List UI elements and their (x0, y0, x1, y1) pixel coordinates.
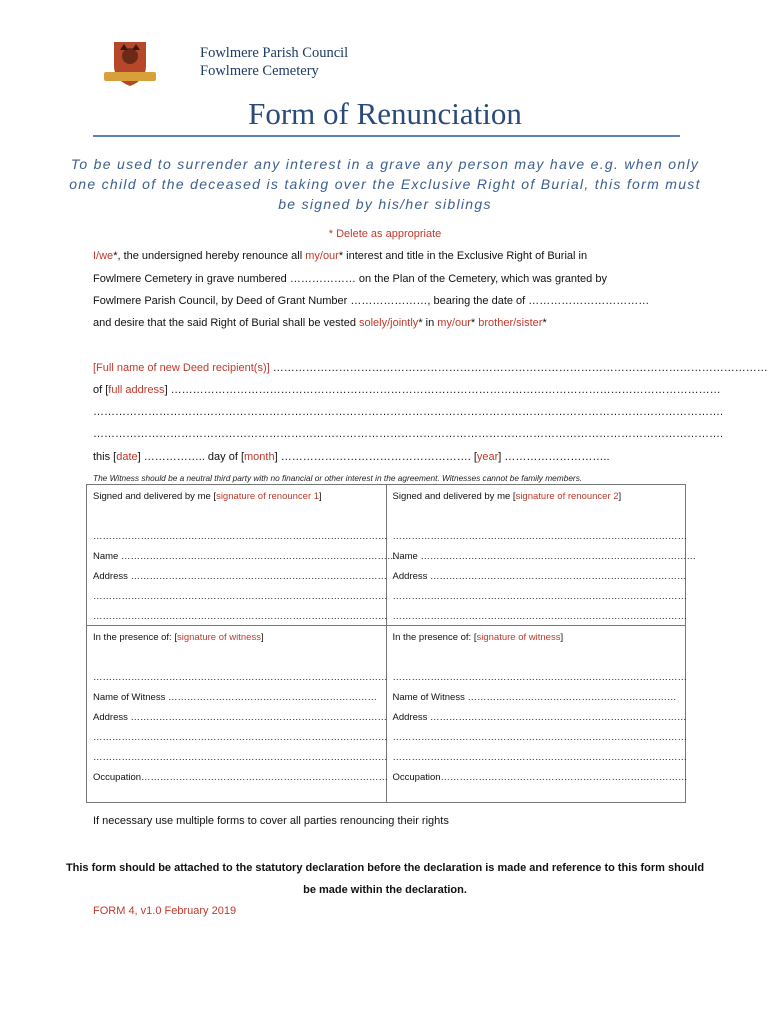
witness-2-signature-field[interactable]: ………………………………………………………………………………… (392, 672, 687, 683)
text: ] (560, 632, 564, 643)
signature-table (86, 484, 696, 803)
renouncer-2-address-field[interactable]: Address ……………………………………………………………………… (392, 571, 687, 582)
text: Signed and delivered by me [ (392, 491, 516, 502)
text: * interest and title in the Exclusive Right of Burial in (338, 250, 588, 262)
witness-1-heading (93, 632, 264, 643)
witness-1-label: signature of witness (176, 632, 261, 643)
renouncer-1-label: signature of renouncer 1 (216, 491, 320, 502)
renouncer-2-address-line-2[interactable]: ………………………………………………………………………………… (392, 591, 687, 602)
renouncer-2-label: signature of renouncer 2 (515, 491, 619, 502)
witness-1-address-line-3[interactable]: ………………………………………………………………………………… (93, 752, 388, 763)
witness-1-address-line-2[interactable]: ………………………………………………………………………………… (93, 732, 388, 743)
recipient-name-line[interactable] (93, 362, 768, 374)
year-field[interactable]: ] ……………………….. (498, 451, 610, 463)
renouncer-1-address-line-2[interactable]: ………………………………………………………………………………… (93, 591, 388, 602)
witness-1-cell (87, 626, 387, 803)
year-label: year (476, 451, 499, 463)
form-title: Form of Renunciation (248, 96, 522, 131)
solely-jointly-option: solely/jointly (359, 317, 419, 329)
witness-2-address-line-3[interactable]: ………………………………………………………………………………… (392, 752, 687, 763)
renouncer-2-name-field[interactable]: Name …………………………………………………………………………… (392, 551, 696, 562)
recipient-name-label: [Full name of new Deed recipient(s)] (93, 362, 270, 374)
address-continuation-2[interactable]: ………………………………………………………………………………………………………………………………………………………. (93, 428, 724, 440)
text: and desire that the said Right of Burial shall be vested (93, 317, 359, 329)
recipient-address-line[interactable] (93, 384, 721, 396)
recipient-name-field[interactable]: ……………………………………………………………………………………………………………………… (269, 362, 768, 374)
address-continuation-1[interactable]: ………………………………………………………………………………………………………………………………………………………. (93, 406, 724, 418)
delete-note: * Delete as appropriate (328, 228, 442, 240)
renouncer-1-heading (93, 491, 322, 502)
multiple-forms-note: If necessary use multiple forms to cover all parties renouncing their rights (93, 815, 449, 827)
text: ] (319, 491, 322, 502)
witness-2-name-field[interactable]: Name of Witness ………………………………………………………… (392, 692, 677, 703)
month-field[interactable]: ] ……………………………………………. [ (274, 451, 477, 463)
recipient-address-field[interactable]: ] …………………………………………………………………………………………………………………………………… (164, 384, 721, 396)
i-we-option: I/we (93, 250, 114, 262)
renouncer-1-address-line-3[interactable]: ………………………………………………………………………………… (93, 611, 388, 622)
day-field[interactable]: ] …………….. day of [ (137, 451, 245, 463)
text: ] (618, 491, 622, 502)
text: of [ (93, 384, 109, 396)
text: Signed and delivered by me [ (93, 491, 217, 502)
renounce-line-1 (93, 250, 587, 262)
renounce-line-2: Fowlmere Cemetery in grave numbered ……………… on the Plan of the Cemetery, which was granted by (93, 273, 607, 285)
renouncer-1-signature-field[interactable]: ………………………………………………………………………………… (93, 531, 388, 542)
witness-2-occupation-field[interactable]: Occupation…………………………………………………………………… (392, 772, 688, 783)
my-our-option: my/our (305, 250, 339, 262)
cemetery-name: Fowlmere Cemetery (200, 63, 319, 79)
witness-2-label: signature of witness (476, 632, 561, 643)
council-name: Fowlmere Parish Council (200, 45, 349, 61)
renounce-line-4 (93, 317, 547, 329)
date-line[interactable] (93, 451, 610, 463)
text: ] (260, 632, 264, 643)
council-crest-logo (100, 36, 160, 88)
renounce-line-3: Fowlmere Parish Council, by Deed of Grant Number …………………, bearing the date of …………………………… (93, 295, 650, 307)
witness-1-signature-field[interactable]: ………………………………………………………………………………… (93, 672, 388, 683)
title-divider (93, 135, 680, 137)
renouncer-2-address-line-3[interactable]: ………………………………………………………………………………… (392, 611, 687, 622)
renouncer-1-cell (87, 485, 397, 626)
witness-note: The Witness should be a neutral third party with no financial or other interest in the agreement. Witnesses cannot be family members. (93, 473, 583, 483)
renouncer-2-cell (386, 485, 696, 626)
witness-1-address-field[interactable]: Address ……………………………………………………………………… (93, 712, 387, 723)
month-label: month (244, 451, 275, 463)
witness-1-occupation-field[interactable]: Occupation…………………………………………………………………… (93, 772, 389, 783)
renouncer-1-address-field[interactable]: Address ……………………………………………………………………… (93, 571, 387, 582)
text: * (470, 317, 479, 329)
renouncer-1-name-field[interactable]: Name …………………………………………………………………………… (93, 551, 397, 562)
text: * in (418, 317, 438, 329)
my-our-option-2: my/our (437, 317, 471, 329)
witness-2-heading (393, 632, 564, 643)
witness-2-address-line-2[interactable]: ………………………………………………………………………………… (392, 732, 687, 743)
renouncer-2-heading (393, 491, 622, 502)
statutory-declaration-note: This form should be attached to the statutory declaration before the declaration is made and reference to this form should be made within the declaration. (65, 862, 705, 896)
council-heading (200, 44, 348, 80)
text: In the presence of: [ (93, 632, 177, 643)
text: * (542, 317, 547, 329)
witness-2-cell (386, 626, 686, 803)
date-label: date (116, 451, 138, 463)
form-version: FORM 4, v1.0 February 2019 (93, 905, 237, 917)
text: *, the undersigned hereby renounce all (113, 250, 306, 262)
full-address-label: full address (108, 384, 165, 396)
renouncer-2-signature-field[interactable]: ………………………………………………………………………………… (392, 531, 687, 542)
text: this [ (93, 451, 117, 463)
brother-sister-option: brother/sister (478, 317, 543, 329)
witness-2-address-field[interactable]: Address ……………………………………………………………………… (392, 712, 687, 723)
witness-1-name-field[interactable]: Name of Witness ………………………………………………………… (93, 692, 377, 703)
form-intro: To be used to surrender any interest in a grave any person may have e.g. when only one child of the deceased is taking over the Exclusive Right of Burial, this form must be signed by his/her siblings (69, 156, 701, 212)
text: In the presence of: [ (392, 632, 477, 643)
